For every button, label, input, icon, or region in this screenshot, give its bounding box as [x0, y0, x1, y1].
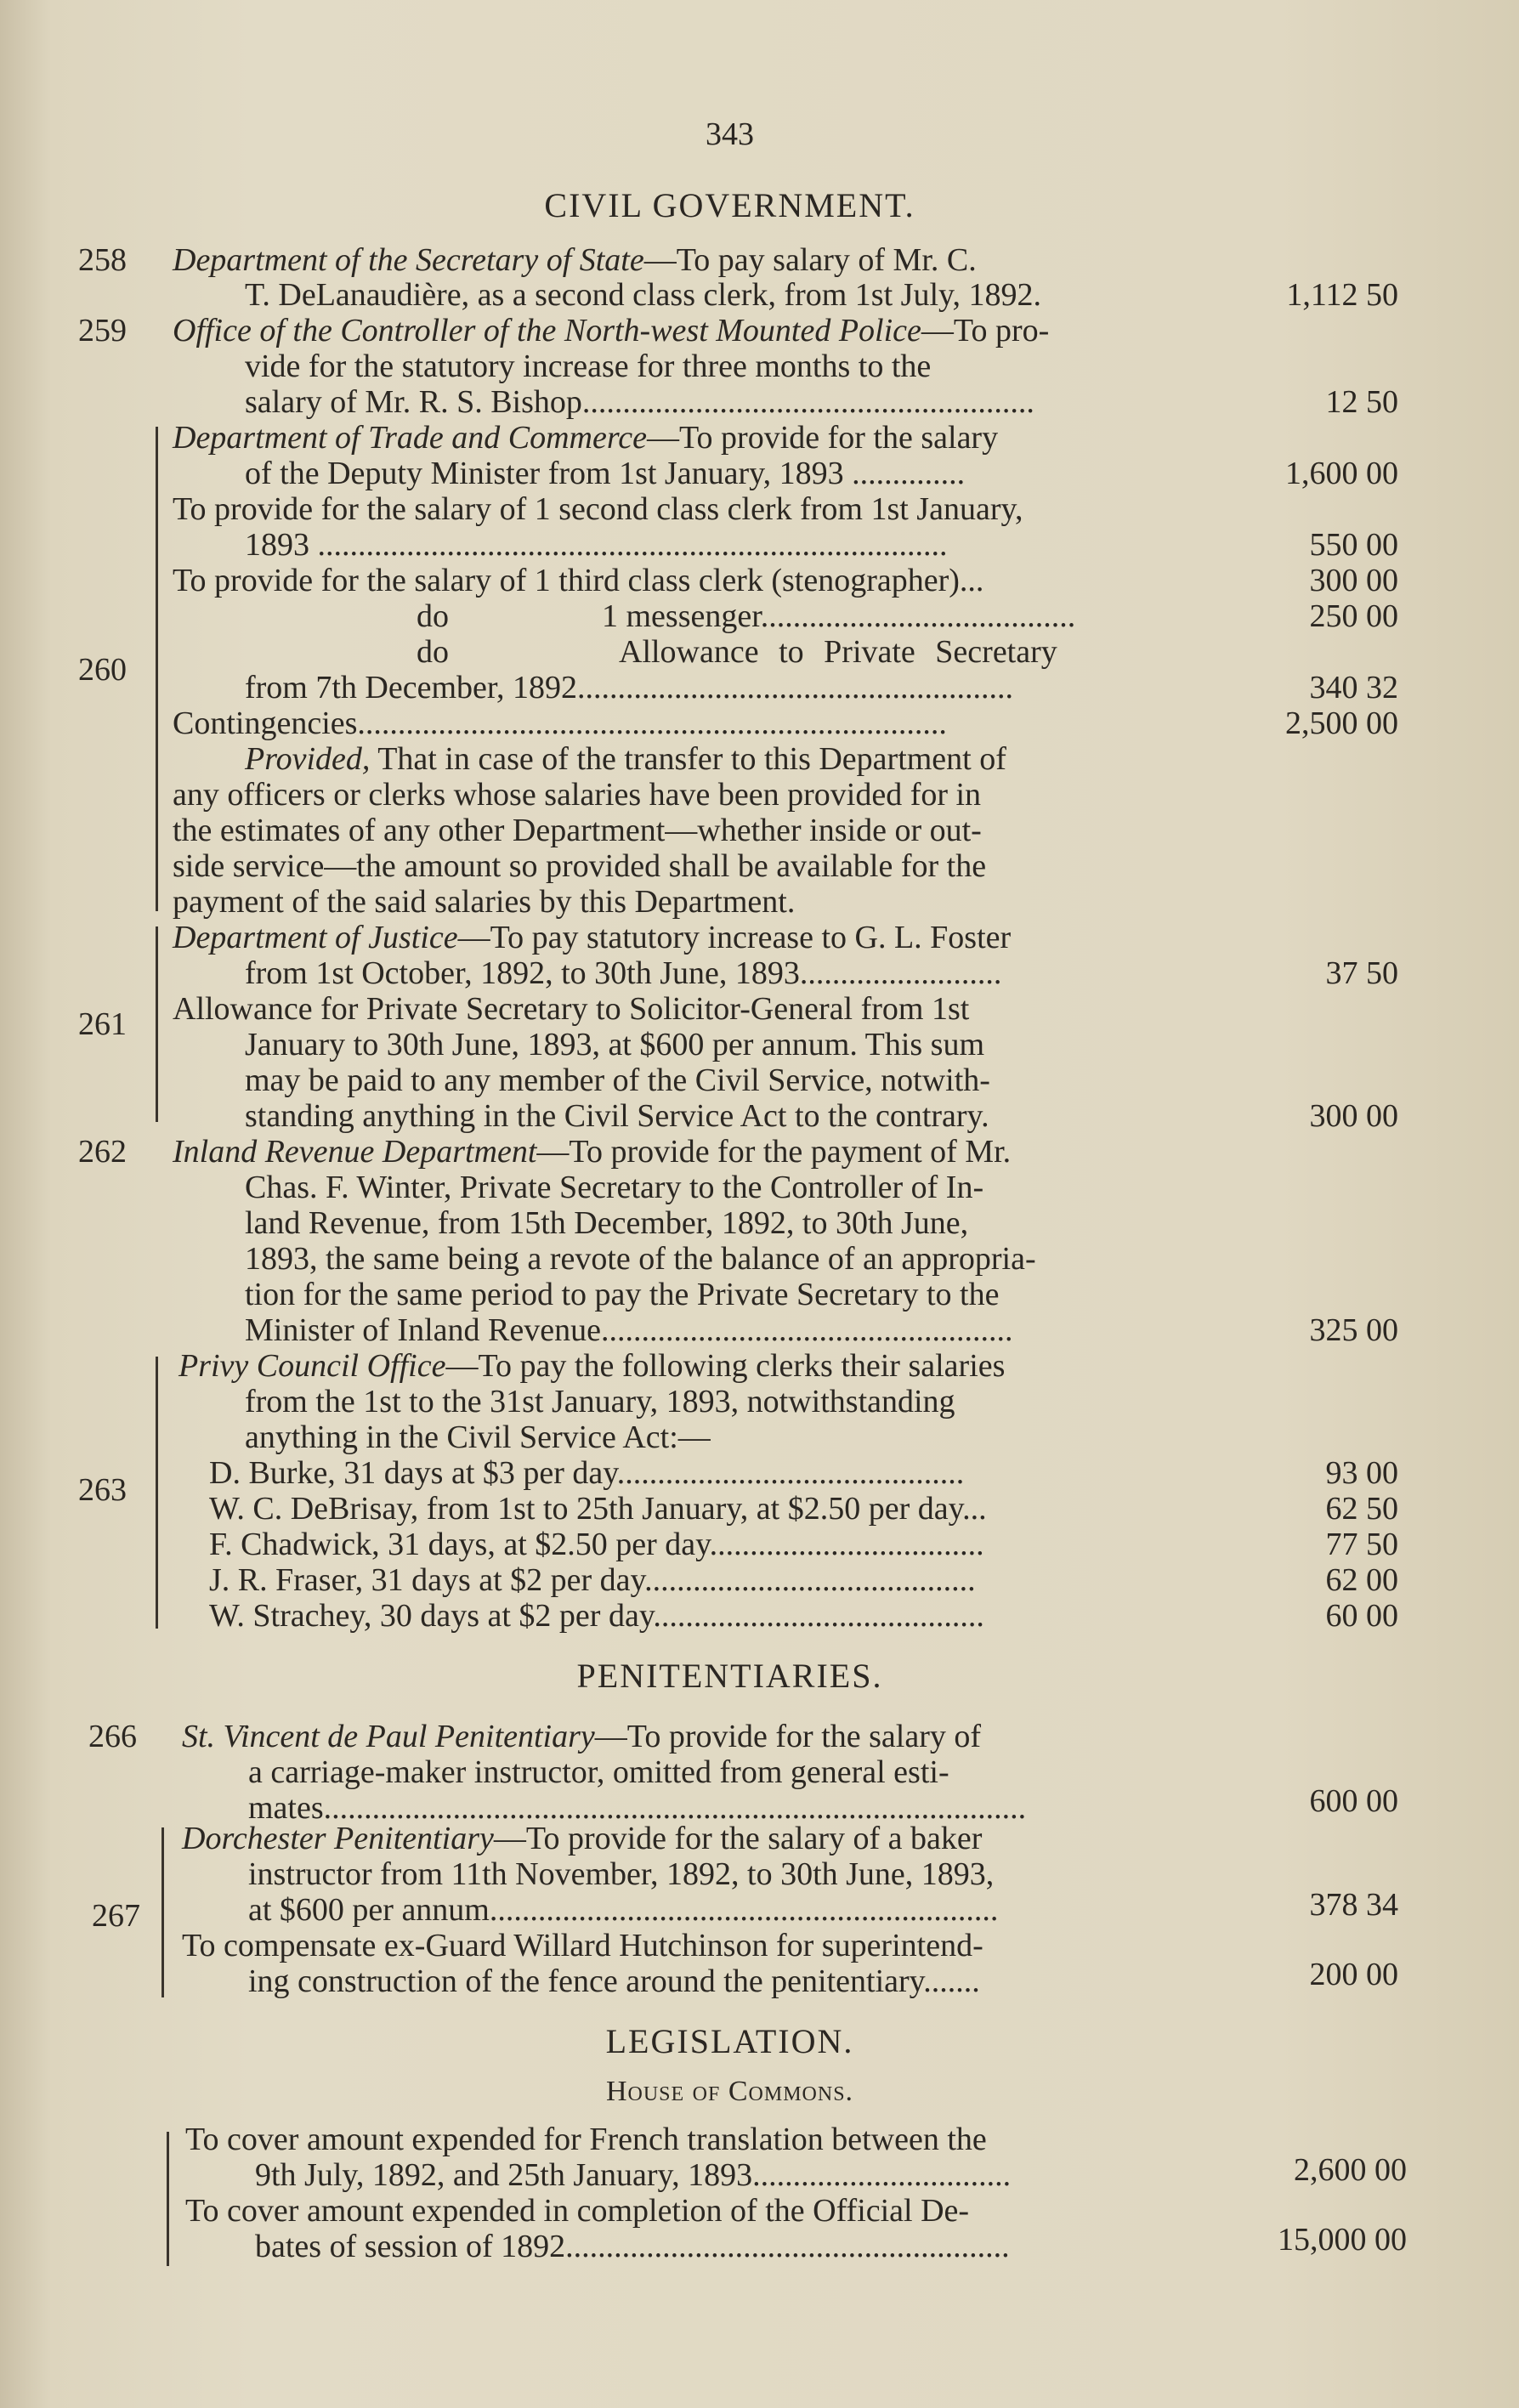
entry-260-line-8: from 7th December, 1892...................................................... [245, 670, 1014, 705]
entry-261-line-4: January to 30th June, 1893, at $600 per annum. This sum [245, 1027, 985, 1062]
entry-266-line-2: a carriage-maker instructor, omitted from general esti- [248, 1754, 949, 1790]
entry-261-line-1 [173, 920, 1011, 955]
entry-260-provided: Provided, [245, 741, 371, 777]
entry-259-line-3: salary of Mr. R. S. Bishop........................................................ [245, 384, 1034, 420]
entry-260-line-3: To provide for the salary of 1 second class clerk from 1st January, [173, 491, 1023, 527]
entry-260-line-4: 1893 .............................................................................. [245, 527, 948, 563]
brace-267 [162, 1827, 164, 1997]
entry-260-line-7: Allowance to Private Secretary [619, 634, 1057, 670]
entry-260-amount-contingencies: 2,500 00 [1285, 705, 1398, 741]
entry-267-line-2: instructor from 11th November, 1892, to 30th June, 1893, [248, 1856, 995, 1892]
brace-260 [156, 427, 158, 911]
entry-260-amount-deputy: 1,600 00 [1285, 456, 1398, 491]
section-heading-legislation: LEGISLATION. [605, 2022, 854, 2060]
entry-262-text: —To provide for the payment of Mr. [536, 1134, 1012, 1170]
entry-263-line-1 [179, 1348, 1005, 1384]
item-number-258: 258 [78, 242, 127, 278]
page-number: 343 [706, 116, 754, 152]
entry-261-title: Department of Justice [173, 920, 458, 955]
entry-260-amount-messenger: 250 00 [1309, 598, 1398, 634]
entry-260-line-13: side service—the amount so provided shall be available for the [173, 848, 987, 884]
brace-263 [156, 1357, 158, 1629]
entry-261-line-5: may be paid to any member of the Civil Service, notwith- [245, 1062, 990, 1098]
entry-266-text: —To provide for the salary of [594, 1719, 982, 1754]
entry-259-line-2: vide for the statutory increase for three months to the [245, 348, 932, 384]
entry-262-line-4: 1893, the same being a revote of the balance of an appropria- [245, 1241, 1036, 1277]
section-heading-penitentiaries: PENITENTIARIES. [576, 1657, 883, 1695]
entry-262-amount: 325 00 [1309, 1312, 1398, 1348]
entry-263-text: —To pay the following clerks their salaries [445, 1348, 1006, 1384]
item-number-262: 262 [78, 1134, 127, 1170]
item-number-261: 261 [78, 1006, 127, 1042]
entry-263-line-3: anything in the Civil Service Act:— [245, 1419, 711, 1455]
entry-261-text: —To pay statutory increase to G. L. Foster [457, 920, 1012, 955]
entry-267-text: —To provide for the salary of a baker [493, 1821, 983, 1856]
entry-263-title: Privy Council Office [179, 1348, 446, 1384]
item-number-263: 263 [78, 1472, 127, 1508]
entry-260-line-2: of the Deputy Minister from 1st January, 1893 .............. [245, 456, 966, 491]
entry-259-amount: 12 50 [1325, 384, 1398, 420]
entry-267-line-3: at $600 per annum............................................................... [248, 1892, 999, 1928]
entry-260-text: —To provide for the salary [646, 420, 999, 456]
section-heading-civil-government: CIVIL GOVERNMENT. [544, 186, 915, 224]
entry-258-line-1 [173, 242, 977, 278]
entry-260-proviso: That in case of the transfer to this Department of [370, 741, 1006, 777]
commons-amount-debates: 15,000 00 [1278, 2222, 1407, 2258]
entry-260-line-12: the estimates of any other Department—whether inside or out- [173, 813, 982, 848]
entry-263-amount-chadwick: 77 50 [1325, 1527, 1398, 1562]
entry-262-title: Inland Revenue Department [173, 1134, 537, 1170]
entry-258-amount: 1,112 50 [1286, 277, 1398, 313]
entry-266-line-1 [182, 1719, 981, 1754]
entry-263-line-7: J. R. Fraser, 31 days at $2 per day......................................... [209, 1562, 976, 1598]
entry-263-line-6: F. Chadwick, 31 days, at $2.50 per day.................................. [209, 1527, 984, 1562]
entry-267-amount-baker: 378 34 [1309, 1887, 1398, 1923]
entry-258-text: —To pay salary of Mr. C. [643, 242, 977, 278]
entry-263-line-5: W. C. DeBrisay, from 1st to 25th January, at $2.50 per day... [209, 1491, 987, 1527]
entry-260-line-11: any officers or clerks whose salaries have been provided for in [173, 777, 982, 813]
entry-263-line-8: W. Strachey, 30 days at $2 per day......................................... [209, 1598, 984, 1634]
entry-266-line-3: mates....................................................................................... [248, 1790, 1027, 1826]
entry-259-title: Office of the Controller of the North-west Mounted Police [173, 313, 921, 348]
entry-258-title: Department of the Secretary of State [173, 242, 644, 278]
entry-267-line-4: To compensate ex-Guard Willard Hutchinson for superintend- [182, 1928, 983, 1963]
entry-261-amount-allowance: 300 00 [1309, 1098, 1398, 1134]
commons-line-2: 9th July, 1892, and 25th January, 1893................................ [255, 2157, 1012, 2193]
entry-263-amount-burke: 93 00 [1325, 1455, 1398, 1491]
item-number-259: 259 [78, 313, 127, 348]
entry-260-line-10 [245, 741, 1006, 777]
brace-261 [156, 926, 158, 1122]
commons-line-4: bates of session of 1892....................................................... [255, 2229, 1010, 2264]
entry-260-line-9: Contingencies......................................................................... [173, 705, 947, 741]
entry-262-line-3: land Revenue, from 15th December, 1892, to 30th June, [245, 1205, 969, 1241]
entry-260-amount-second-class: 550 00 [1309, 527, 1398, 563]
commons-line-1: To cover amount expended for French translation between the [185, 2122, 987, 2157]
entry-266-amount: 600 00 [1309, 1783, 1398, 1819]
entry-262-line-2: Chas. F. Winter, Private Secretary to the Controller of In- [245, 1170, 984, 1205]
entry-260-line-7-do: do [417, 634, 449, 670]
item-number-260: 260 [78, 652, 127, 688]
entry-260-line-6-do: do [417, 598, 449, 634]
entry-260-line-1 [173, 420, 998, 456]
entry-260-title: Department of Trade and Commerce [173, 420, 647, 456]
item-number-266: 266 [88, 1719, 137, 1754]
entry-261-line-3: Allowance for Private Secretary to Solicitor-General from 1st [173, 991, 970, 1027]
brace-commons [167, 2132, 169, 2266]
entry-262-line-5: tion for the same period to pay the Private Secretary to the [245, 1277, 1000, 1312]
entry-259-line-1 [173, 313, 1049, 348]
entry-263-amount-debrisay: 62 50 [1325, 1491, 1398, 1527]
entry-267-amount-guard: 200 00 [1309, 1957, 1398, 1992]
entry-260-amount-third-class: 300 00 [1309, 563, 1398, 598]
entry-260-amount-allowance: 340 32 [1309, 670, 1398, 705]
subheading-house-of-commons: House of Commons. [605, 2076, 854, 2107]
entry-263-amount-strachey: 60 00 [1325, 1598, 1398, 1634]
entry-267-title: Dorchester Penitentiary [182, 1821, 494, 1856]
entry-261-line-2: from 1st October, 1892, to 30th June, 1893......................... [245, 955, 1002, 991]
entry-260-line-14: payment of the said salaries by this Department. [173, 884, 796, 920]
entry-258-line-2: T. DeLanaudière, as a second class clerk, from 1st July, 1892. [245, 277, 1042, 313]
entry-261-line-6: standing anything in the Civil Service Act to the contrary. [245, 1098, 989, 1134]
entry-260-line-5: To provide for the salary of 1 third class clerk (stenographer)... [173, 563, 984, 598]
entry-262-line-6: Minister of Inland Revenue................................................... [245, 1312, 1013, 1348]
commons-amount-translation: 2,600 00 [1294, 2152, 1407, 2188]
entry-267-line-5: ing construction of the fence around the penitentiary....... [248, 1963, 980, 1999]
commons-line-3: To cover amount expended in completion of the Official De- [185, 2193, 970, 2229]
entry-261-amount-foster: 37 50 [1325, 955, 1398, 991]
entry-259-text: —To pro- [921, 313, 1050, 348]
entry-263-amount-fraser: 62 00 [1325, 1562, 1398, 1598]
entry-263-line-4: D. Burke, 31 days at $3 per day........................................... [209, 1455, 965, 1491]
entry-267-line-1 [182, 1821, 982, 1856]
entry-263-line-2: from the 1st to the 31st January, 1893, notwithstanding [245, 1384, 955, 1419]
entry-260-line-6: 1 messenger....................................... [602, 598, 1076, 634]
item-number-267: 267 [92, 1898, 140, 1934]
entry-266-title: St. Vincent de Paul Penitentiary [182, 1719, 595, 1754]
entry-262-line-1 [173, 1134, 1011, 1170]
